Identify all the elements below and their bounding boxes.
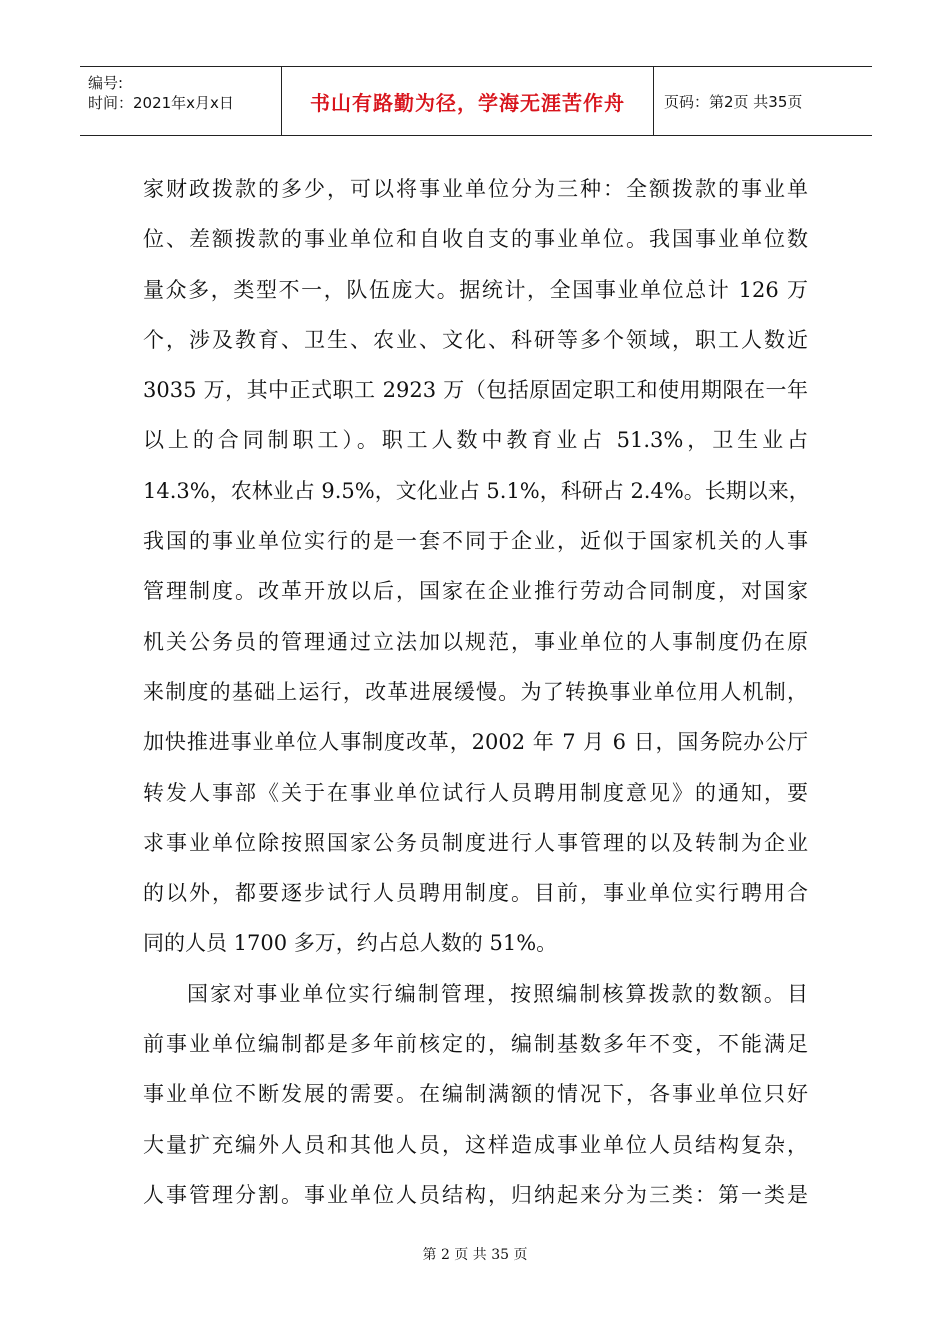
text-line: 的以外，都要逐步试行人员聘用制度。目前，事业单位实行聘用合 <box>143 881 808 906</box>
text-line: 来制度的基础上运行，改革进展缓慢。为了转换事业单位用人机制， <box>143 679 808 704</box>
paragraph-first-line: 国家对事业单位实行编制管理，按照编制核算拨款的数额。目 <box>187 981 808 1006</box>
text-line: 量众多，类型不一，队伍庞大。据统计，全国事业单位总计 126 万 <box>143 277 808 302</box>
header-motto-cell <box>282 67 654 135</box>
header-motto: 书山有路勤为径，学海无涯苦作舟 <box>310 90 625 115</box>
text-line: 14.3%，农林业占 9.5%，文化业占 5.1%，科研占 2.4%。长期以来， <box>143 478 810 503</box>
document-body <box>143 164 808 1220</box>
page-footer: 第 2 页 共 35 页 <box>422 1247 528 1263</box>
page-info-text: 页码：第2页 共35页 <box>664 92 803 111</box>
header-meta <box>80 67 282 135</box>
text-line: 同的人员 1700 多万，约占总人数的 51%。 <box>143 931 558 956</box>
header-page-info <box>654 67 872 135</box>
text-line: 大量扩充编外人员和其他人员，这样造成事业单位人员结构复杂， <box>143 1132 808 1157</box>
text-line: 转发人事部《关于在事业单位试行人员聘用制度意见》的通知，要 <box>143 780 808 805</box>
text-line: 前事业单位编制都是多年前核定的，编制基数多年不变，不能满足 <box>143 1032 808 1057</box>
document-number-label: 编号: <box>88 74 124 92</box>
text-line: 求事业单位除按照国家公务员制度进行人事管理的以及转制为企业 <box>143 830 808 855</box>
text-line: 以上的合同制职工）。职工人数中教育业占 51.3%，卫生业占 <box>143 428 808 453</box>
text-line: 加快推进事业单位人事制度改革，2002 年 7 月 6 日，国务院办公厅 <box>143 730 808 755</box>
text-line: 事业单位不断发展的需要。在编制满额的情况下，各事业单位只好 <box>143 1082 808 1107</box>
text-line: 我国的事业单位实行的是一套不同于企业，近似于国家机关的人事 <box>143 529 808 554</box>
text-line: 家财政拨款的多少，可以将事业单位分为三种：全额拨款的事业单 <box>143 177 808 201</box>
text-line: 管理制度。改革开放以后，国家在企业推行劳动合同制度，对国家 <box>143 579 808 604</box>
text-line: 机关公务员的管理通过立法加以规范，事业单位的人事制度仍在原 <box>143 629 808 654</box>
page-header <box>80 66 872 136</box>
text-line: 位、差额拨款的事业单位和自收自支的事业单位。我国事业单位数 <box>143 227 808 252</box>
text-line: 3035 万，其中正式职工 2923 万（包括原固定职工和使用期限在一年 <box>143 378 808 403</box>
text-line: 人事管理分割。事业单位人员结构，归纳起来分为三类：第一类是 <box>143 1182 808 1207</box>
document-time: 时间：2021年x月x日 <box>88 94 234 112</box>
text-line: 个，涉及教育、卫生、农业、文化、科研等多个领域，职工人数近 <box>143 327 808 352</box>
